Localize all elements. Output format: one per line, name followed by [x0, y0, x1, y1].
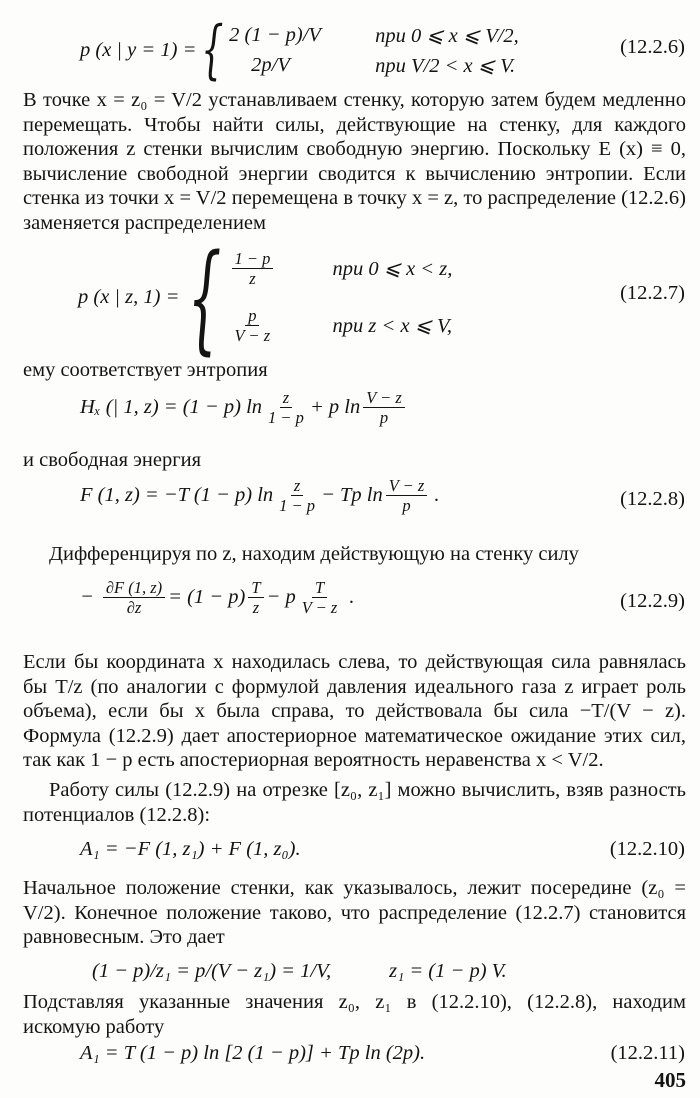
numerator: T [312, 578, 327, 598]
case-condition: при z < x ⩽ V, [332, 314, 452, 337]
equation-lhs: F (1, z) = −T (1 − p) ln [80, 484, 274, 506]
denominator: z [249, 268, 256, 288]
paragraph: Начальное положение стенки, как указывалось, лежит посередине (z₀ = V/2). Конечное положение таково, что распределение (12.2.7) становится равновесным. Это дает [23, 877, 686, 949]
equation-expression: z₁ = (1 − p) V. [389, 960, 507, 982]
equation-expression: A₁ = T (1 − p) ln [2 (1 − p)] + Tp ln (2p). [80, 1042, 426, 1064]
equation-lhs: Hₓ (| 1, z) = (1 − p) ln [80, 396, 263, 418]
equation-operator: = (1 − p) [168, 586, 246, 608]
case-condition: при 0 ⩽ x < z, [332, 257, 453, 280]
denominator: p [402, 496, 411, 515]
numerator: z [291, 476, 303, 496]
left-brace: { [201, 13, 224, 87]
equation-number: (12.2.7) [620, 282, 685, 304]
paragraph: В точке x = z₀ = V/2 устанавливаем стенку, которую затем будем медленно перемещать. Чтобы найти силы, действующие на стенку, для каждого положения z стенки вычислим свободную энергию. Поскольку E (x) ≡ 0, вычисление свободной энергии сводится к вычислению энтропии. Если стенка из точки x = V/2 перемещена в точку x = z, то распределение (12.2.6) заменяется распределением [23, 89, 686, 234]
numerator: V − z [386, 476, 428, 496]
equation-operator: + p ln [309, 396, 361, 418]
equation-12-2-9 [0, 578, 700, 628]
fraction [232, 306, 274, 345]
equation-12-2-7 [0, 228, 700, 366]
fraction [386, 476, 428, 515]
fraction [103, 578, 165, 617]
fraction [363, 388, 405, 427]
equation-number: (12.2.9) [620, 590, 685, 612]
equation-entropy [0, 388, 700, 436]
paragraph: Работу силы (12.2.9) на отрезке [z₀, z₁] можно вычислить, взяв разность потенциалов (12.2.8): [23, 779, 686, 826]
left-brace: { [188, 228, 222, 366]
fraction [265, 388, 307, 427]
page-number: 405 [654, 1068, 686, 1092]
numerator: V − z [363, 388, 405, 408]
text-line: и свободная энергия [23, 449, 202, 471]
denominator: V − z [301, 598, 338, 617]
equation-12-2-6 [0, 13, 700, 87]
numerator: 1 − p [232, 249, 274, 269]
equation-12-2-8 [0, 476, 700, 526]
equation-operator: − Tp ln [321, 484, 383, 506]
equation-12-2-10 [0, 838, 700, 868]
equation-operator: − [80, 586, 94, 608]
numerator: T [248, 578, 263, 598]
equation-lhs: p (x | z, 1) = [78, 285, 180, 308]
fraction [232, 249, 274, 288]
equation-12-2-11 [0, 1042, 700, 1072]
denominator: V − z [234, 325, 271, 345]
equation-lhs: p (x | y = 1) = [80, 38, 197, 61]
fraction [248, 578, 263, 617]
denominator: p [379, 408, 389, 427]
equation-expression: (1 − p)/z₁ = p/(V − z₁) = 1/V, [92, 960, 332, 982]
equation-expression: A₁ = −F (1, z₁) + F (1, z₀). [80, 838, 301, 860]
equation-operator: − p [266, 586, 296, 608]
case-expression: 2 (1 − p)/V [229, 23, 321, 46]
fraction [299, 578, 341, 617]
equation-number: (12.2.6) [620, 36, 685, 58]
denominator: z [252, 598, 260, 617]
denominator: ∂z [126, 598, 142, 617]
equation-number: (12.2.10) [609, 838, 685, 860]
numerator: ∂F (1, z) [103, 578, 165, 598]
denominator: 1 − p [279, 496, 316, 515]
numerator: z [280, 388, 292, 408]
numerator: p [245, 306, 259, 326]
denominator: 1 − p [268, 408, 304, 427]
paragraph: Подставляя указанные значения z₀, z₁ в (12.2.10), (12.2.8), находим искомую работу [23, 991, 686, 1038]
case-condition: при V/2 < x ⩽ V. [375, 54, 516, 77]
text-line: Дифференцируя по z, находим действующую на стенку силу [49, 543, 579, 565]
paragraph: Если бы координата x находилась слева, то действующая сила равнялась бы T/z (по аналогии с формулой давления идеального газа z играет роль объема), если бы x была справа, то действовала бы сила −T/(V − z). Формула (12.2.9) дает апостериорное математическое ожидание этих сил, так как 1 − p есть апостериорная вероятность неравенства x < V/2. [23, 651, 686, 772]
equation-number: (12.2.8) [620, 488, 685, 510]
equation-number: (12.2.11) [610, 1042, 685, 1064]
case-expression: 2p/V [251, 53, 290, 76]
fraction [276, 476, 318, 515]
equation-tail: . [434, 484, 440, 506]
text-line: ему соответствует энтропия [23, 359, 268, 381]
equation-tail: . [349, 586, 355, 608]
equation-equilibrium [0, 960, 700, 990]
case-condition: при 0 ⩽ x ⩽ V/2, [375, 24, 519, 47]
